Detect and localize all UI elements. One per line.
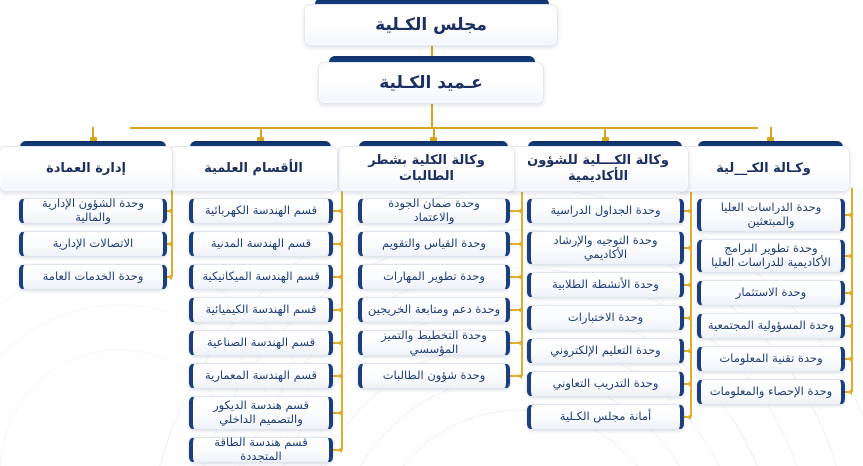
unit-item[interactable]: وحدة التدريب التعاوني — [527, 371, 684, 397]
unit-item[interactable]: وحدة الأنشطة الطلابية — [527, 272, 684, 298]
connector-stub — [333, 375, 341, 377]
unit-item[interactable]: وحدة التوجيه والإرشاد الأكاديمي — [527, 231, 684, 265]
connector-stub — [333, 243, 341, 245]
unit-item[interactable]: وحدة دعم ومتابعة الخريجين — [358, 297, 510, 323]
column-header-deanship-administration[interactable] — [13, 146, 173, 190]
unit-item[interactable]: وحدة تطوير المهارات — [358, 264, 510, 290]
connector-stub — [510, 276, 521, 278]
unit-item[interactable]: وحدة الإحصاء والمعلومات — [697, 379, 845, 405]
unit-item[interactable]: وحدة الخدمات العامة — [19, 264, 167, 290]
connector-horizontal-bus — [130, 127, 758, 129]
unit-item[interactable]: الاتصالات الإدارية — [19, 231, 167, 257]
unit-item[interactable]: قسم الهندسة الميكانيكية — [189, 264, 333, 290]
connector-stub — [510, 243, 521, 245]
connector-stub — [510, 309, 521, 311]
unit-item[interactable]: وحدة التخطيط والتميز المؤسسي — [358, 330, 510, 356]
unit-item[interactable]: وحدة الاختبارات — [527, 305, 684, 331]
node-college-council[interactable] — [306, 4, 558, 44]
column-header-label: وكالة الكـــلية للشؤون الأكاديمية — [507, 146, 689, 192]
column-header-academic-departments[interactable] — [183, 146, 338, 190]
unit-item[interactable]: أمانة مجلس الكـلية — [527, 404, 684, 430]
column-header-vice-dean[interactable] — [691, 146, 850, 190]
unit-item[interactable]: وحدة القياس والتقويم — [358, 231, 510, 257]
column-header-female-section[interactable] — [352, 146, 515, 190]
column-header-label: وكـالة الكـ__لية — [677, 146, 850, 192]
unit-item[interactable]: وحدة الدراسات العليا والمبتعثين — [697, 198, 845, 232]
unit-item[interactable]: وحدة الاستثمار — [697, 280, 845, 306]
connector-stub — [333, 210, 341, 212]
connector-stub — [510, 342, 521, 344]
connector-spine-academic-affairs — [690, 188, 692, 417]
connector-spine-deanship-administration — [171, 188, 173, 277]
column-header-label: الأقسام العلمية — [169, 146, 338, 192]
connector-stub — [333, 449, 341, 451]
connector-stub — [333, 276, 341, 278]
unit-item[interactable]: قسم الهندسة الكيميائية — [189, 297, 333, 323]
connector-spine-academic-departments — [341, 188, 343, 450]
node-label: مجلس الكـلية — [304, 4, 558, 46]
connector-spine-female-section — [521, 188, 523, 376]
unit-item[interactable]: وحدة تطوير البرامج الأكاديمية للدراسات العليا — [697, 239, 845, 273]
unit-item[interactable]: قسم هندسة الديكور والتصميم الداخلي — [189, 396, 333, 430]
unit-item[interactable]: وحدة تقنية المعلومات — [697, 346, 845, 372]
unit-item[interactable]: وحدة الشؤون الإدارية والمالية — [19, 198, 167, 224]
unit-item[interactable]: وحدة شؤون الطالبات — [358, 363, 510, 389]
unit-item[interactable]: قسم الهندسة المعمارية — [189, 363, 333, 389]
unit-item[interactable]: وحدة ضمان الجودة والاعتماد — [358, 198, 510, 224]
unit-item[interactable]: وحدة المسؤولية المجتمعية — [697, 313, 845, 339]
column-header-label: وكالة الكلية بشطر الطالبات — [338, 146, 515, 192]
unit-item[interactable]: وحدة التعليم الإلكتروني — [527, 338, 684, 364]
unit-item[interactable]: قسم الهندسة المدنية — [189, 231, 333, 257]
unit-item[interactable]: قسم الهندسة الكهربائية — [189, 198, 333, 224]
connector-stub — [510, 375, 521, 377]
connector-stub — [333, 342, 341, 344]
node-college-dean[interactable] — [320, 62, 544, 102]
column-header-academic-affairs[interactable] — [521, 146, 689, 190]
connector-stub — [510, 210, 521, 212]
connector-stub — [333, 412, 341, 414]
column-header-label: إدارة العمادة — [0, 146, 173, 192]
connector-stub — [333, 309, 341, 311]
unit-item[interactable]: قسم هندسة الطاقة المتجددة — [189, 437, 333, 463]
unit-item[interactable]: قسم الهندسة الصناعية — [189, 330, 333, 356]
unit-item[interactable]: وحدة الجداول الدراسية — [527, 198, 684, 224]
connector-dean-to-bus — [431, 102, 433, 128]
node-label: عـميد الكـلية — [318, 62, 544, 104]
connector-spine-vice-dean — [851, 188, 853, 392]
